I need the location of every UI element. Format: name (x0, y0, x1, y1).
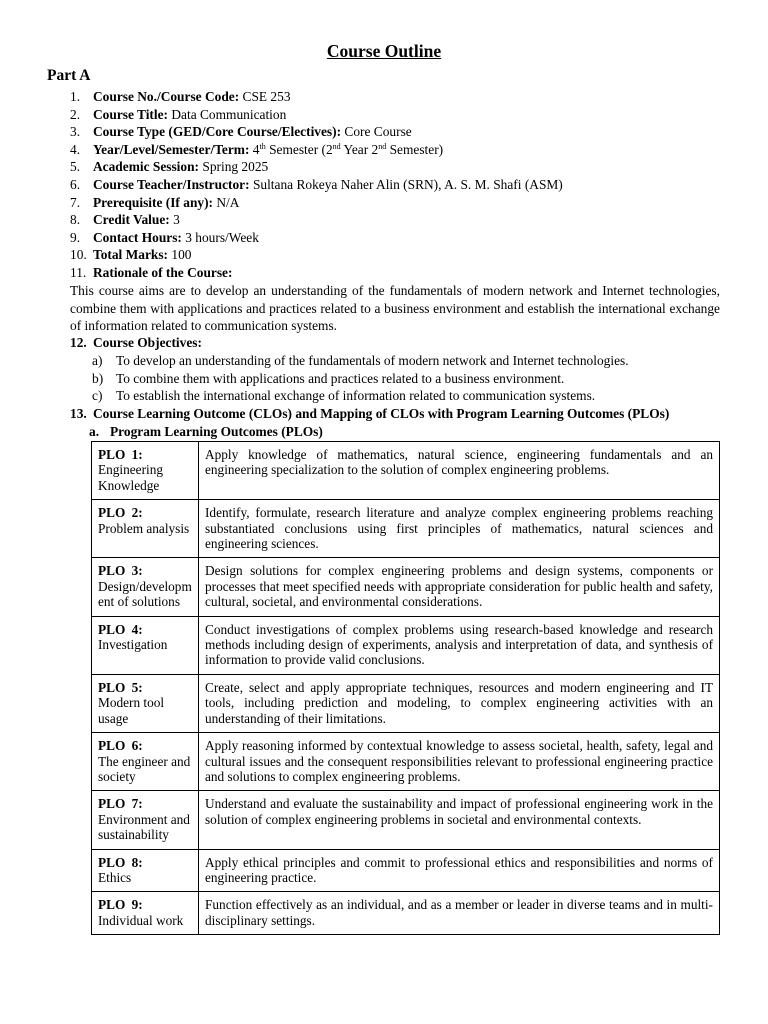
plo-label-cell (92, 442, 199, 500)
list-item: 4. Year/Level/Semester/Term: 4th Semester (2nd Year 2nd Semester) (70, 141, 444, 157)
plo-id: PLO 5: (98, 679, 143, 695)
rationale-text: This course aims are to develop an understanding of the fundamentals of modern network and Internet technologies, combine them with applications and practices related to a business environment and establish the international exchange of information related to communication systems. (70, 283, 720, 334)
plo-name: Modern tool usage (98, 695, 165, 726)
list-item: 1. Course No./Course Code: CSE 253 (70, 89, 291, 104)
plo-description: Create, select and apply appropriate techniques, resources and modern engineering and IT tools, including prediction and modeling, to complex engineering activities with an understanding of their limitations. (199, 674, 720, 732)
list-item: 9. Contact Hours: 3 hours/Week (70, 229, 259, 245)
list-item: 10. Total Marks: 100 (70, 247, 192, 263)
plo-description: Design solutions for complex engineering problems and design systems, components or processes that meet specified needs with appropriate consideration for public health and safety, cultural, societal, and environmental considerations. (199, 558, 720, 616)
plo-id: PLO 6: (98, 738, 143, 754)
plo-label-cell (92, 616, 199, 674)
plo-description: Apply ethical principles and commit to professional ethics and responsibilities and norms of engineering practice. (199, 849, 720, 892)
list-item: 5. Academic Session: Spring 2025 (70, 159, 269, 175)
plo-id: PLO 9: (98, 897, 143, 913)
objectives-list (92, 352, 629, 405)
plo-label-cell (92, 892, 199, 935)
list-item: 2. Course Title: Data Communication (70, 106, 287, 122)
table-row (92, 500, 720, 558)
plo-label-cell (92, 500, 199, 558)
plo-description: Understand and evaluate the sustainability and impact of professional engineering work in the solution of complex engineering problems in societal and environmental contexts. (199, 791, 720, 849)
list-item: 6. Course Teacher/Instructor: Sultana Rokeya Naher Alin (SRN), A. S. M. Shafi (ASM) (70, 176, 563, 192)
list-item: 8. Credit Value: 3 (70, 212, 180, 228)
plo-table (91, 441, 720, 935)
list-item: 7. Prerequisite (If any): N/A (70, 194, 240, 210)
plo-name: Problem analysis (98, 520, 190, 536)
plo-name: Environment and sustainability (98, 811, 190, 843)
plo-id: PLO 2: (98, 505, 143, 521)
table-row (92, 733, 720, 791)
plo-name: Individual work (98, 912, 184, 928)
plo-name: Engineering Knowledge (98, 462, 163, 493)
list-item: a) To develop an understanding of the fundamentals of modern network and Internet technologies. (92, 353, 629, 368)
page-title: Course Outline (326, 41, 442, 61)
table-row (92, 674, 720, 732)
plo-id: PLO 4: (98, 621, 143, 637)
objectives-heading: 12. Course Objectives: (70, 335, 202, 350)
plo-label-cell (92, 558, 199, 616)
plo-subheading: a. Program Learning Outcomes (PLOs) (89, 424, 323, 439)
plo-name: Investigation (98, 637, 168, 653)
list-item: 3. Course Type (GED/Core Course/Electives): Core Course (70, 124, 412, 140)
plo-description: Apply reasoning informed by contextual knowledge to assess societal, health, safety, legal and cultural issues and the consequent responsibilities relevant to professional engineering practice and solutions to complex engineering problems. (199, 733, 720, 791)
table-row (92, 616, 720, 674)
plo-description: Function effectively as an individual, and as a member or leader in diverse teams and in multi-disciplinary settings. (199, 892, 720, 935)
plo-label-cell (92, 674, 199, 732)
plo-description: Apply knowledge of mathematics, natural science, engineering fundamentals and an engineering specialization to the solution of complex engineering problems. (199, 442, 720, 500)
plo-description: Identify, formulate, research literature and analyze complex engineering problems reaching substantiated conclusions using first principles of mathematics, natural sciences and engineering sciences. (199, 500, 720, 558)
part-heading: Part A (47, 67, 91, 84)
plo-table-body (92, 442, 720, 935)
plo-id: PLO 8: (98, 854, 143, 870)
list-item: 11. Rationale of the Course: (70, 264, 233, 280)
clo-heading: 13. Course Learning Outcome (CLOs) and Mapping of CLOs with Program Learning Outcomes (PLOs) (70, 406, 670, 421)
plo-id: PLO 7: (98, 796, 143, 812)
plo-name: Ethics (98, 869, 132, 885)
list-item: c) To establish the international exchange of information related to communication systems. (92, 388, 596, 404)
plo-name: The engineer and society (98, 753, 191, 784)
plo-label-cell (92, 849, 199, 892)
plo-label-cell (92, 733, 199, 791)
list-item: b) To combine them with applications and practices related to a business environment. (92, 370, 565, 386)
plo-label-cell (92, 791, 199, 849)
table-row (92, 442, 720, 500)
plo-id: PLO 3: (98, 563, 143, 579)
plo-description: Conduct investigations of complex problems using research-based knowledge and research methods including design of experiments, analysis and interpretation of data, and synthesis of information to provide valid conclusions. (199, 616, 720, 674)
table-row (92, 791, 720, 849)
table-row (92, 558, 720, 616)
plo-id: PLO 1: (98, 447, 143, 462)
table-row (92, 849, 720, 892)
course-info-list (70, 88, 720, 282)
table-row (92, 892, 720, 935)
plo-name: Design/development of solutions (98, 578, 192, 610)
